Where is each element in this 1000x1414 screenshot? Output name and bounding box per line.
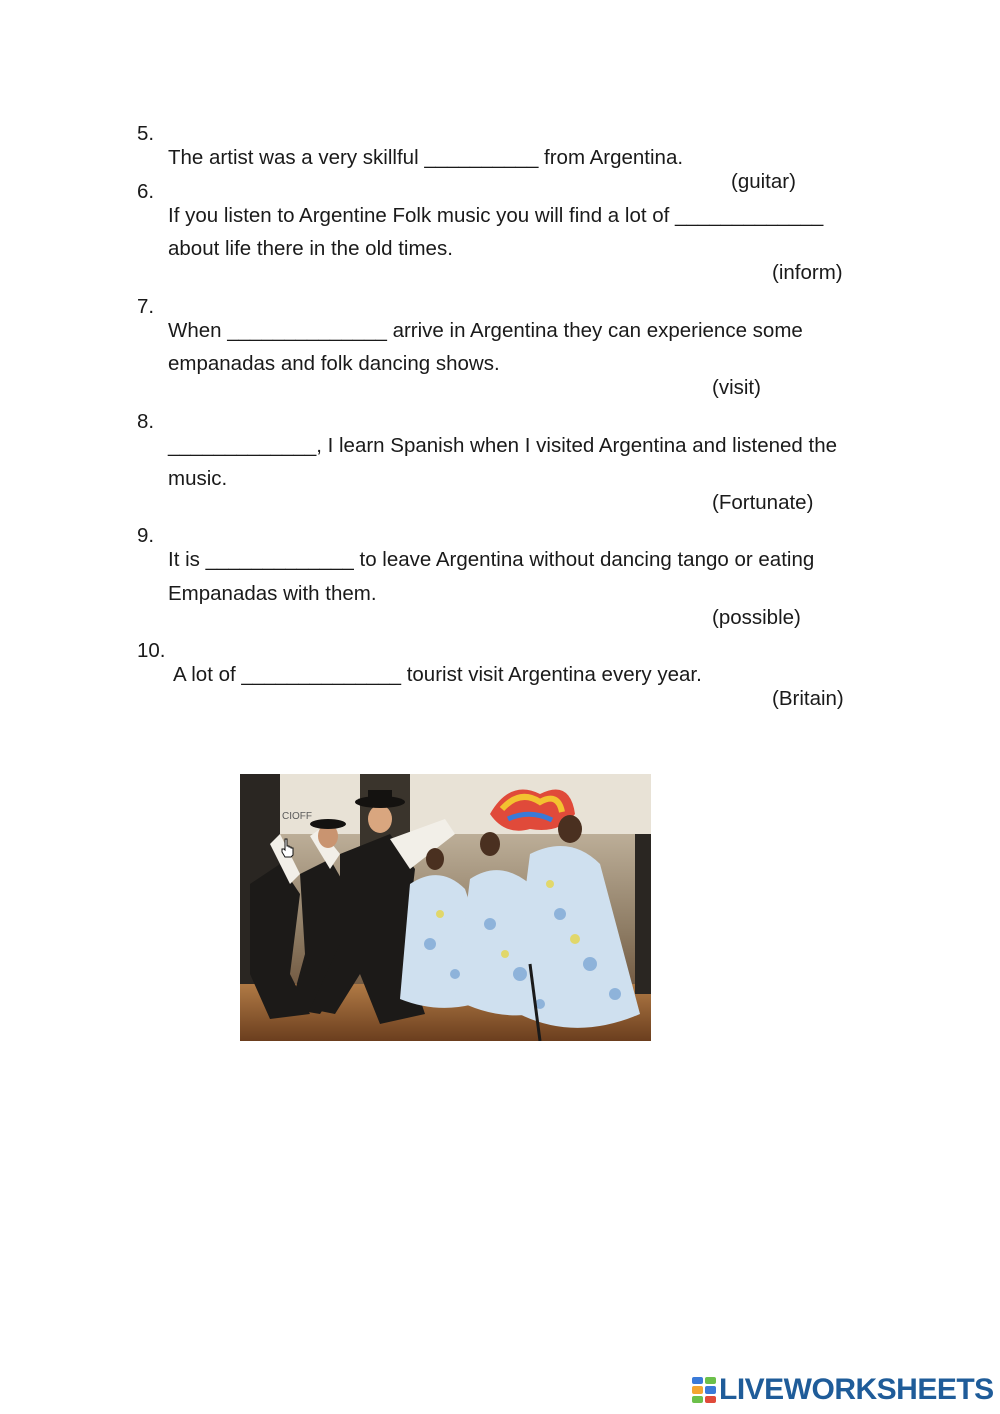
question-continuation: about life there in the old times. (168, 237, 453, 260)
question-text-after: , I learn Spanish when I visited Argentina and listened the (316, 434, 838, 457)
answer-blank[interactable]: _____________ (675, 204, 824, 227)
question-9-continuation (0, 558, 1000, 629)
question-8 (0, 386, 1000, 457)
question-continuation: Empanadas with them. (168, 582, 377, 605)
word-hint: (Britain) (772, 687, 844, 710)
question-number: 9. (137, 524, 155, 547)
logo-icon (692, 1377, 716, 1403)
question-text (173, 663, 702, 687)
word-hint: (Fortunate) (712, 491, 814, 514)
word-hint: (guitar) (731, 170, 796, 193)
question-number: 7. (137, 295, 155, 318)
question-number: 10. (137, 639, 166, 662)
question-9 (0, 500, 1000, 571)
question-text-before: It is (168, 548, 206, 571)
liveworksheets-logo (692, 1373, 994, 1407)
word-hint: (possible) (712, 606, 801, 629)
question-continuation: empanadas and folk dancing shows. (168, 352, 500, 375)
question-text-after: tourist visit Argentina every year. (401, 663, 702, 686)
logo-text: LIVEWORKSHEETS (719, 1373, 994, 1406)
question-text-before: If you listen to Argentine Folk music you will find a lot of (168, 204, 676, 227)
question-text-before: When (168, 319, 228, 342)
answer-blank[interactable]: ______________ (241, 663, 402, 686)
question-6-continuation (0, 213, 1000, 284)
answer-blank[interactable]: _____________ (168, 434, 317, 457)
question-8-continuation (0, 443, 1000, 514)
word-hint: (inform) (772, 261, 843, 284)
question-continuation: music. (168, 467, 228, 490)
question-6 (0, 156, 1000, 227)
question-text-before: A lot of (173, 663, 242, 686)
answer-blank[interactable]: __________ (424, 146, 539, 169)
banner-text: CIOFF (282, 811, 312, 822)
question-7 (0, 271, 1000, 342)
question-text-before: The artist was a very skillful (168, 146, 425, 169)
answer-blank[interactable]: ______________ (227, 319, 387, 342)
question-text-after: to leave Argentina without dancing tango or eating (353, 548, 815, 571)
question-number: 5. (137, 122, 155, 145)
question-5 (0, 98, 1000, 193)
word-hint: (visit) (712, 376, 761, 399)
question-10 (0, 615, 1000, 710)
question-text-after: from Argentina. (538, 146, 684, 169)
question-7-continuation (0, 328, 1000, 399)
folk-dance-photo (240, 774, 651, 1041)
question-number: 8. (137, 410, 155, 433)
question-text-after: arrive in Argentina they can experience some (386, 319, 803, 342)
answer-blank[interactable]: _____________ (205, 548, 354, 571)
question-number: 6. (137, 180, 155, 203)
hand-cursor-icon (281, 838, 295, 858)
